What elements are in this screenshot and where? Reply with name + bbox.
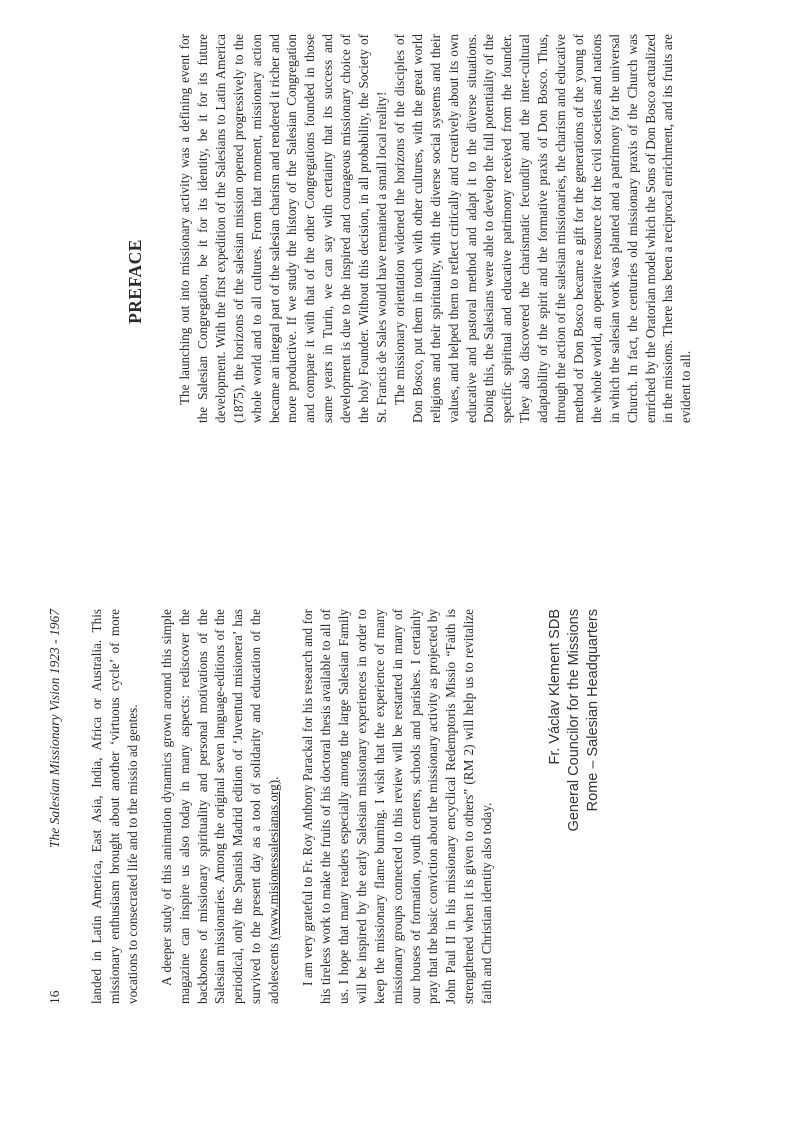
paragraph xyxy=(158,609,283,1004)
left-page xyxy=(0,583,793,1123)
signature-block xyxy=(546,609,603,1004)
signature-role: General Councilor for the Missions xyxy=(566,609,582,832)
website-link[interactable]: (www.misionessalesianas.org) xyxy=(266,779,282,940)
signature-name: Fr. Václav Klement SDB xyxy=(547,609,563,765)
preface-heading: PREFACE xyxy=(125,239,145,324)
paragraph-text: A deeper study of this animation dynamics grown around this simple magazine can inspire us also today in many aspects: rediscover the backbones of missionary spirituality and personal motivations of the Salesian missionaries. Among the original seven language-editions of the periodical, only the Spanish Madrid edition of ‘Juventud misionera’ has survived to the present day as a tool of solidarity and education of the adolescents xyxy=(158,609,282,1004)
link-suffix: . xyxy=(266,776,282,780)
left-body-text xyxy=(88,609,512,1004)
page-number: 16 xyxy=(47,990,62,1004)
paragraph: landed in Latin America, East Asia, India, Africa or Australia. This missionary enthusiasm brought about another ‘virtuous cycle’ of more vocations to consecrated life and to the missio ad gentes. xyxy=(89,609,140,1004)
running-title: The Salesian Missionary Vision 1923 - 1967 xyxy=(47,609,62,848)
preface-body-text xyxy=(176,34,695,423)
paragraph: The launching out into missionary activity was a defining event for the Salesian Congregation, be it for its identity, be it for its future development. With the first expedition of the Salesians to Latin America (1875), the horizons of the salesian mission opened progressively to the whole world and to all cultures. From that moment, missionary action became an integral part of the salesian charism and rendered it richer and more productive. If we study the history of the Salesian Congregation and compare it with that of the other Congregations founded in those same years in Turin, we can say with certainty that its success and development is due to the inspired and courageous missionary choice of the holy Founder. Without this decision, in all probability, the Society of St. Francis de Sales would have remained a small local reality! xyxy=(177,34,389,423)
paragraph: I am very grateful to Fr. Roy Anthony Parackal for his research and for his tireless work to make the fruits of his doctoral thesis available to all of us. I hope that many readers especially among the large Salesian Family will be inspired by the early Salesian missionary experiences in order to keep the missionary flame burning. I wish that the experience of many missionary groups connected to this review will be restarted in many of our houses of formation, youth centers, schools and parishes. I certainly pray that the basic conviction about the missionary activity as projected by John Paul II in his missionary encyclical Redemptoris Missio “Faith is strengthened when it is given to others” (RM 2) will help us to revitalize faith and Christian identity also today. xyxy=(300,609,495,1004)
paragraph: The missionary orientation widened the horizons of the disciples of Don Bosco, put them in touch with other cultures, with the great world religions and their spirituality, with the diverse social systems and their values, and helped them to reflect critically and creatively about its own educative and pastoral method and adapt it to the diverse situations. Doing this, the Salesians were able to develop the full potentiality of the specific spiritual and educative patrimony received from the founder. They also discovered the charismatic fecundity and the inter-cultural adaptability of the spirit and the formative praxis of Don Bosco. Thus, through the action of the salesian missionaries, the charism and educative method of Don Bosco became a gift for the generations of the young of the whole world, an operative resource for the civil societies and nations in which the salesian work was planted and a patrimony for the universal Church. In fact, the centuries old missionary praxis of the Church was enriched by the Oratorian model which the Sons of Don Bosco actualized in the missions. There has been a reciprocal enrichment, and its fruits are evident to all. xyxy=(391,34,694,423)
signature-place: Rome – Salesian Headquarters xyxy=(585,609,601,812)
running-head xyxy=(47,609,69,1004)
